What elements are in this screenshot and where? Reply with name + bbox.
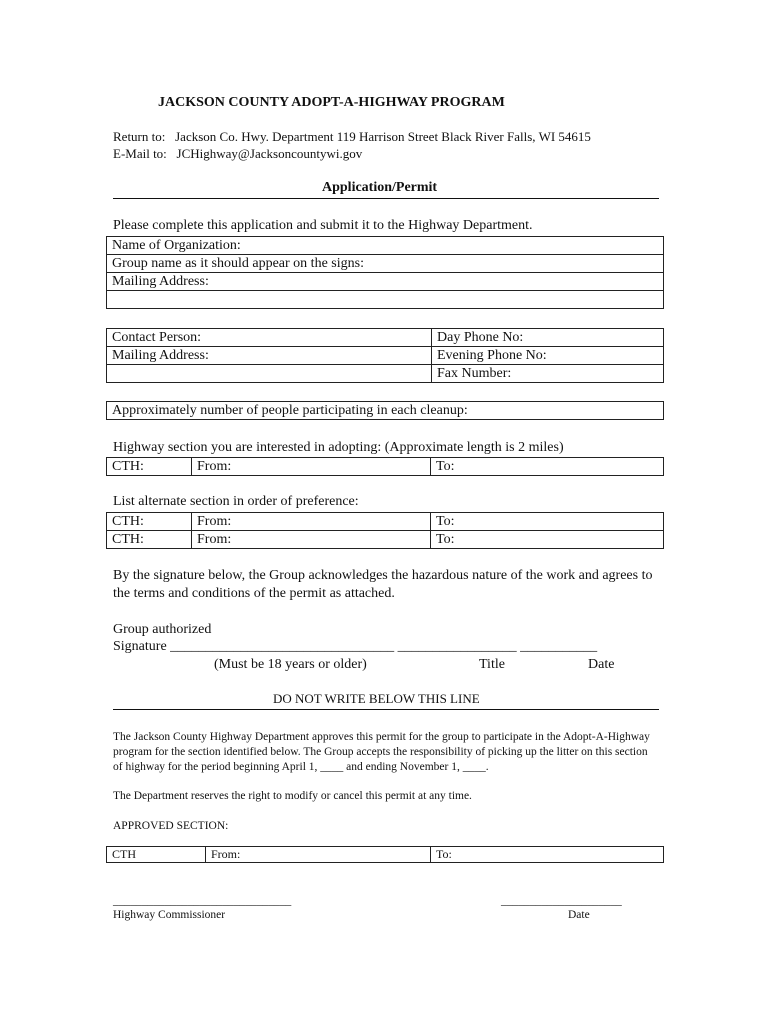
signature-line[interactable]: Signature ________________________________ _________________ ___________ <box>113 639 598 654</box>
alternate-cth-field[interactable]: CTH: <box>107 531 192 549</box>
alternate-from-field[interactable]: From: <box>192 513 431 531</box>
alternate-from-field[interactable]: From: <box>192 531 431 549</box>
commissioner-date-label: Date <box>568 909 590 921</box>
highway-to-field[interactable]: To: <box>431 458 664 476</box>
acknowledgement-text: By the signature below, the Group acknowledges the hazardous nature of the work and agrees to the terms and conditions of the permit as attached. <box>113 568 653 601</box>
return-label: Return to: <box>113 129 166 144</box>
group-sign-name-field[interactable]: Group name as it should appear on the signs: <box>107 255 664 273</box>
alternate-section-table <box>106 512 664 549</box>
commissioner-signature-line[interactable]: _______________________________ <box>113 895 292 907</box>
org-address-blank-field[interactable] <box>107 291 664 309</box>
date-label: Date <box>588 657 615 672</box>
org-name-field[interactable]: Name of Organization: <box>107 237 664 255</box>
email-address: JCHighway@Jacksoncountywi.gov <box>176 146 363 161</box>
evening-phone-field[interactable]: Evening Phone No: <box>432 347 664 365</box>
highway-from-field[interactable]: From: <box>192 458 431 476</box>
alternate-row <box>107 513 664 531</box>
approved-from-field[interactable]: From: <box>206 847 431 863</box>
do-not-write-rule <box>113 709 659 710</box>
highway-section-heading: Highway section you are interested in adopting: (Approximate length is 2 miles) <box>113 440 564 455</box>
approved-to-field[interactable]: To: <box>431 847 664 863</box>
alternate-section-heading: List alternate section in order of preference: <box>113 494 359 509</box>
return-address: Jackson Co. Hwy. Department 119 Harrison Street Black River Falls, WI 54615 <box>175 129 591 144</box>
section-title: Application/Permit <box>322 180 438 195</box>
return-line <box>113 129 591 145</box>
contact-mailing-address-field[interactable]: Mailing Address: <box>107 347 432 365</box>
email-label: E-Mail to: <box>113 146 167 161</box>
contact-table <box>106 328 664 383</box>
alternate-to-field[interactable]: To: <box>431 513 664 531</box>
approved-section-heading: APPROVED SECTION: <box>113 820 229 832</box>
fax-field[interactable]: Fax Number: <box>432 365 664 383</box>
alternate-to-field[interactable]: To: <box>431 531 664 549</box>
approved-cth-field[interactable]: CTH <box>107 847 206 863</box>
approval-paragraph: The Jackson County Highway Department approves this permit for the group to participate in the Adopt-A-Highway program for the section identified below. The Group accepts the responsibility of picking up the litter on this section of highway for the period beginning April 1, ____ and ending November 1, ____. <box>113 731 650 773</box>
section-title-rule <box>113 198 659 199</box>
alternate-cth-field[interactable]: CTH: <box>107 513 192 531</box>
commissioner-date-line[interactable]: _____________________ <box>501 895 622 907</box>
contact-blank-field[interactable] <box>107 365 432 383</box>
org-mailing-address-field[interactable]: Mailing Address: <box>107 273 664 291</box>
do-not-write-label: DO NOT WRITE BELOW THIS LINE <box>273 691 480 706</box>
alternate-row <box>107 531 664 549</box>
email-line <box>113 146 362 162</box>
highway-cth-field[interactable]: CTH: <box>107 458 192 476</box>
reserve-paragraph: The Department reserves the right to modify or cancel this permit at any time. <box>113 790 472 802</box>
organization-table <box>106 236 664 309</box>
instructions: Please complete this application and submit it to the Highway Department. <box>113 218 533 233</box>
age-note: (Must be 18 years or older) <box>214 657 367 672</box>
title-label: Title <box>479 657 505 672</box>
contact-person-field[interactable]: Contact Person: <box>107 329 432 347</box>
approved-section-table <box>106 846 664 863</box>
commissioner-label: Highway Commissioner <box>113 909 226 921</box>
page-title: JACKSON COUNTY ADOPT-A-HIGHWAY PROGRAM <box>158 95 505 110</box>
signature-label-line1: Group authorized <box>113 622 212 637</box>
highway-section-table <box>106 457 664 476</box>
participants-table <box>106 401 664 420</box>
day-phone-field[interactable]: Day Phone No: <box>432 329 664 347</box>
participants-field[interactable]: Approximately number of people participating in each cleanup: <box>107 402 664 420</box>
